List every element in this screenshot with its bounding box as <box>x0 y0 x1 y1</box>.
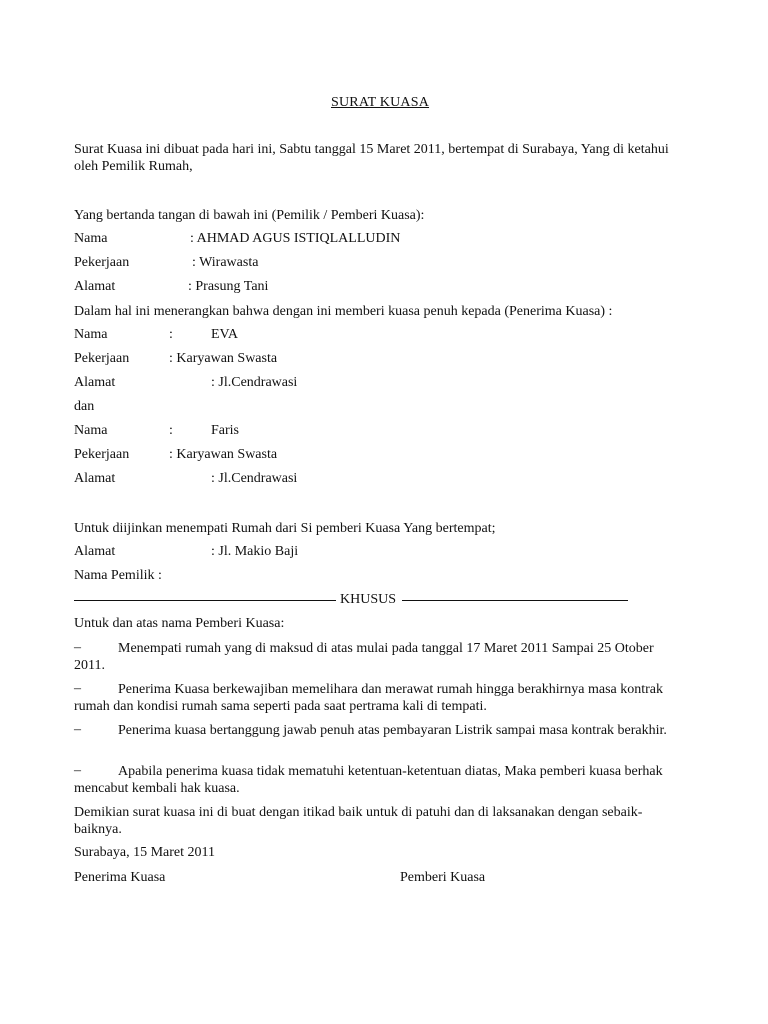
owner-nama-label: Nama <box>74 231 108 246</box>
separator-line-right <box>402 600 628 601</box>
owner-alamat-value: : Prasung Tani <box>188 279 269 294</box>
special-heading: KHUSUS <box>340 592 397 607</box>
place-date: Surabaya, 15 Maret 2011 <box>74 845 215 860</box>
property-pemilik-label: Nama Pemilik : <box>74 568 162 583</box>
recipient1-pekerjaan-label: Pekerjaan <box>74 351 130 366</box>
recipient1-alamat-label: Alamat <box>74 375 116 390</box>
owner-nama-value: : AHMAD AGUS ISTIQLALLUDIN <box>190 231 401 246</box>
bullet-item: Penerima kuasa bertanggung jawab penuh atas pembayaran Listrik sampai masa kontrak berakhir. <box>118 723 667 738</box>
recipient2-pekerjaan-label: Pekerjaan <box>74 447 130 462</box>
property-alamat-value: : Jl. Makio Baji <box>211 544 299 559</box>
recipient2-nama-colon: : <box>169 423 173 438</box>
bullet-item: Penerima Kuasa berkewajiban memelihara dan merawat rumah hingga berakhirnya masa kontrak rumah dan kondisi rumah sama seperti pada saat pertrama kali di tempati. <box>74 682 664 714</box>
grant-statement: Dalam hal ini menerangkan bahwa dengan ini memberi kuasa penuh kepada (Penerima Kuasa) : <box>74 304 613 319</box>
undersigned-intro: Yang bertanda tangan di bawah ini (Pemilik / Pemberi Kuasa): <box>74 208 425 223</box>
owner-pekerjaan-value: : Wirawasta <box>192 255 259 270</box>
conjunction-text: dan <box>74 399 95 414</box>
bullet-marker: – <box>74 640 81 655</box>
property-alamat-label: Alamat <box>74 544 116 559</box>
recipient1-nama-label: Nama <box>74 327 108 342</box>
purpose-statement: Untuk diijinkan menempati Rumah dari Si pemberi Kuasa Yang bertempat; <box>74 521 496 536</box>
recipient2-pekerjaan-value: : Karyawan Swasta <box>169 447 278 462</box>
recipient2-alamat-label: Alamat <box>74 471 116 486</box>
signature-recipient-label: Penerima Kuasa <box>74 870 166 885</box>
recipient2-nama-value: Faris <box>211 423 239 438</box>
owner-pekerjaan-label: Pekerjaan <box>74 255 130 270</box>
signature-grantor-label: Pemberi Kuasa <box>400 870 486 885</box>
bullet-marker: – <box>74 763 81 778</box>
intro-paragraph: Surat Kuasa ini dibuat pada hari ini, Sabtu tanggal 15 Maret 2011, bertempat di Surabaya, Yang di ketahui oleh Pemilik Rumah, <box>74 142 669 174</box>
recipient1-alamat-value: : Jl.Cendrawasi <box>211 375 298 390</box>
recipient2-alamat-value: : Jl.Cendrawasi <box>211 471 298 486</box>
closing-paragraph: Demikian surat kuasa ini di buat dengan itikad baik untuk di patuhi dan di laksanakan dengan sebaik-baiknya. <box>74 805 643 837</box>
bullet-item: Apabila penerima kuasa tidak mematuhi ketentuan-ketentuan diatas, Maka pemberi kuasa berhak mencabut kembali hak kuasa. <box>74 764 663 796</box>
owner-alamat-label: Alamat <box>74 279 116 294</box>
recipient1-nama-value: EVA <box>211 327 238 342</box>
document-title: SURAT KUASA <box>331 95 430 110</box>
bullet-marker: – <box>74 722 81 737</box>
recipient1-pekerjaan-value: : Karyawan Swasta <box>169 351 278 366</box>
bullet-item: Menempati rumah yang di maksud di atas mulai pada tanggal 17 Maret 2011 Sampai 25 Otober 2011. <box>74 641 654 673</box>
separator-line-left <box>74 600 336 601</box>
recipient1-nama-colon: : <box>169 327 173 342</box>
on-behalf-text: Untuk dan atas nama Pemberi Kuasa: <box>74 616 285 631</box>
bullet-marker: – <box>74 681 81 696</box>
recipient2-nama-label: Nama <box>74 423 108 438</box>
